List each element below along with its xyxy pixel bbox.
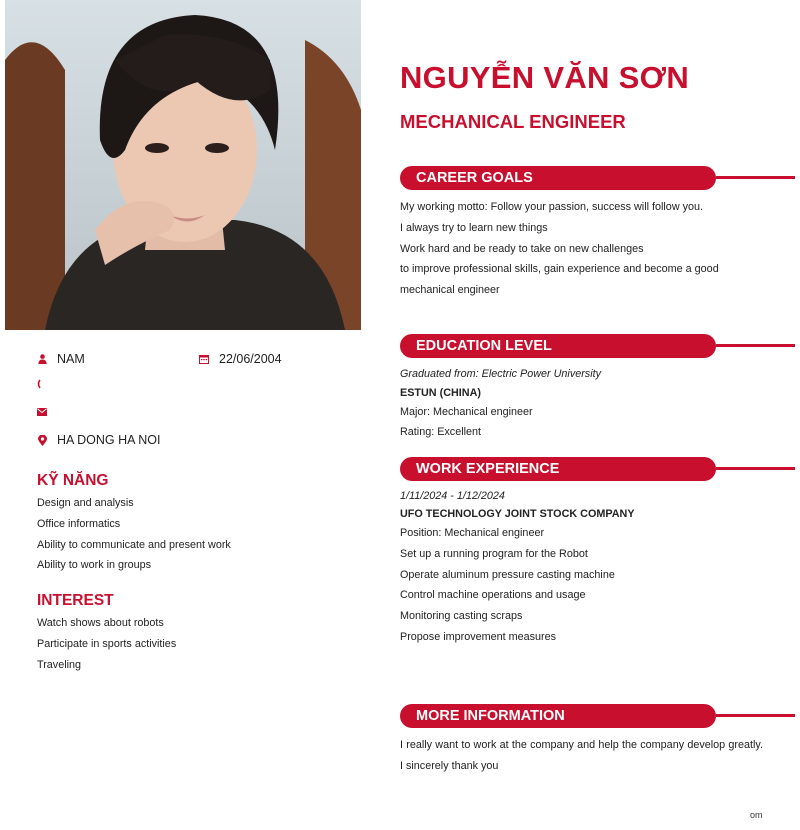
work-line: Position: Mechanical engineer: [400, 527, 545, 539]
location-icon: [37, 435, 47, 446]
work-line: Set up a running program for the Robot: [400, 547, 588, 560]
work-text: [400, 487, 763, 648]
calendar-icon: [199, 354, 209, 365]
skill-item: Ability to work in groups: [37, 559, 152, 572]
footer-fragment: om: [750, 810, 763, 820]
work-period: 1/11/2024 - 1/12/2024: [400, 490, 505, 502]
career-goal-line: Work hard and be ready to take on new challenges: [400, 242, 644, 255]
interest-item: Traveling: [37, 658, 82, 671]
phone-row: [37, 378, 41, 389]
career-goal-line: I always try to learn new things: [400, 221, 548, 234]
education-header: [400, 334, 795, 358]
work-line: Monitoring casting scraps: [400, 610, 523, 623]
education-graduated: Graduated from: Electric Power University: [400, 368, 602, 380]
education-major: Major: Mechanical engineer: [400, 406, 533, 418]
education-text: [400, 364, 763, 442]
interest-heading: INTEREST: [37, 592, 114, 609]
work-header: [400, 457, 795, 481]
education-heading: EDUCATION LEVEL: [400, 334, 716, 358]
interest-item: Participate in sports activities: [37, 637, 177, 650]
email-row: [37, 406, 57, 417]
divider-line: [716, 714, 795, 717]
skills-heading: KỸ NĂNG: [37, 472, 109, 489]
career-goals-text: [400, 197, 763, 301]
education-school: ESTUN (CHINA): [400, 387, 481, 399]
skill-item: Office informatics: [37, 517, 121, 530]
work-line: Operate aluminum pressure casting machine: [400, 568, 615, 581]
phone-icon: [37, 378, 41, 389]
job-title: MECHANICAL ENGINEER: [400, 111, 626, 132]
birthday-row: [199, 352, 282, 366]
more-info-header: [400, 704, 795, 728]
more-info-heading: MORE INFORMATION: [400, 704, 716, 728]
work-line: Propose improvement measures: [400, 630, 557, 643]
career-goal-line: to improve professional skills, gain experience and become a good: [400, 263, 719, 276]
person-icon: [37, 354, 47, 365]
birthday-value: 22/06/2004: [219, 352, 282, 366]
work-company: UFO TECHNOLOGY JOINT STOCK COMPANY: [400, 508, 635, 520]
work-line: Control machine operations and usage: [400, 589, 586, 602]
skill-item: Design and analysis: [37, 497, 134, 509]
portrait-illustration: [5, 0, 361, 330]
interest-item: Watch shows about robots: [37, 617, 164, 629]
divider-line: [716, 344, 795, 347]
gender-row: [37, 352, 85, 366]
address-row: [37, 433, 161, 447]
career-goal-line: mechanical engineer: [400, 284, 500, 297]
skill-item: Ability to communicate and present work: [37, 538, 231, 551]
career-goal-line: My working motto: Follow your passion, success will follow you.: [400, 201, 704, 213]
interest-list: [37, 613, 176, 675]
gender-value: NAM: [57, 352, 85, 366]
career-goals-heading: CAREER GOALS: [400, 166, 716, 190]
work-heading: WORK EXPERIENCE: [400, 457, 716, 481]
career-goals-header: [400, 166, 795, 190]
address-value: HA DONG HA NOI: [57, 433, 161, 447]
education-rating: Rating: Excellent: [400, 426, 482, 438]
divider-line: [716, 467, 795, 470]
more-info-text: I really want to work at the company and help the company develop greatly. I sincerely thank you: [400, 739, 763, 772]
profile-photo: [5, 0, 361, 330]
skills-list: [37, 493, 231, 576]
email-icon: [37, 406, 47, 417]
candidate-name: NGUYỄN VĂN SƠN: [400, 60, 690, 95]
divider-line: [716, 176, 795, 179]
